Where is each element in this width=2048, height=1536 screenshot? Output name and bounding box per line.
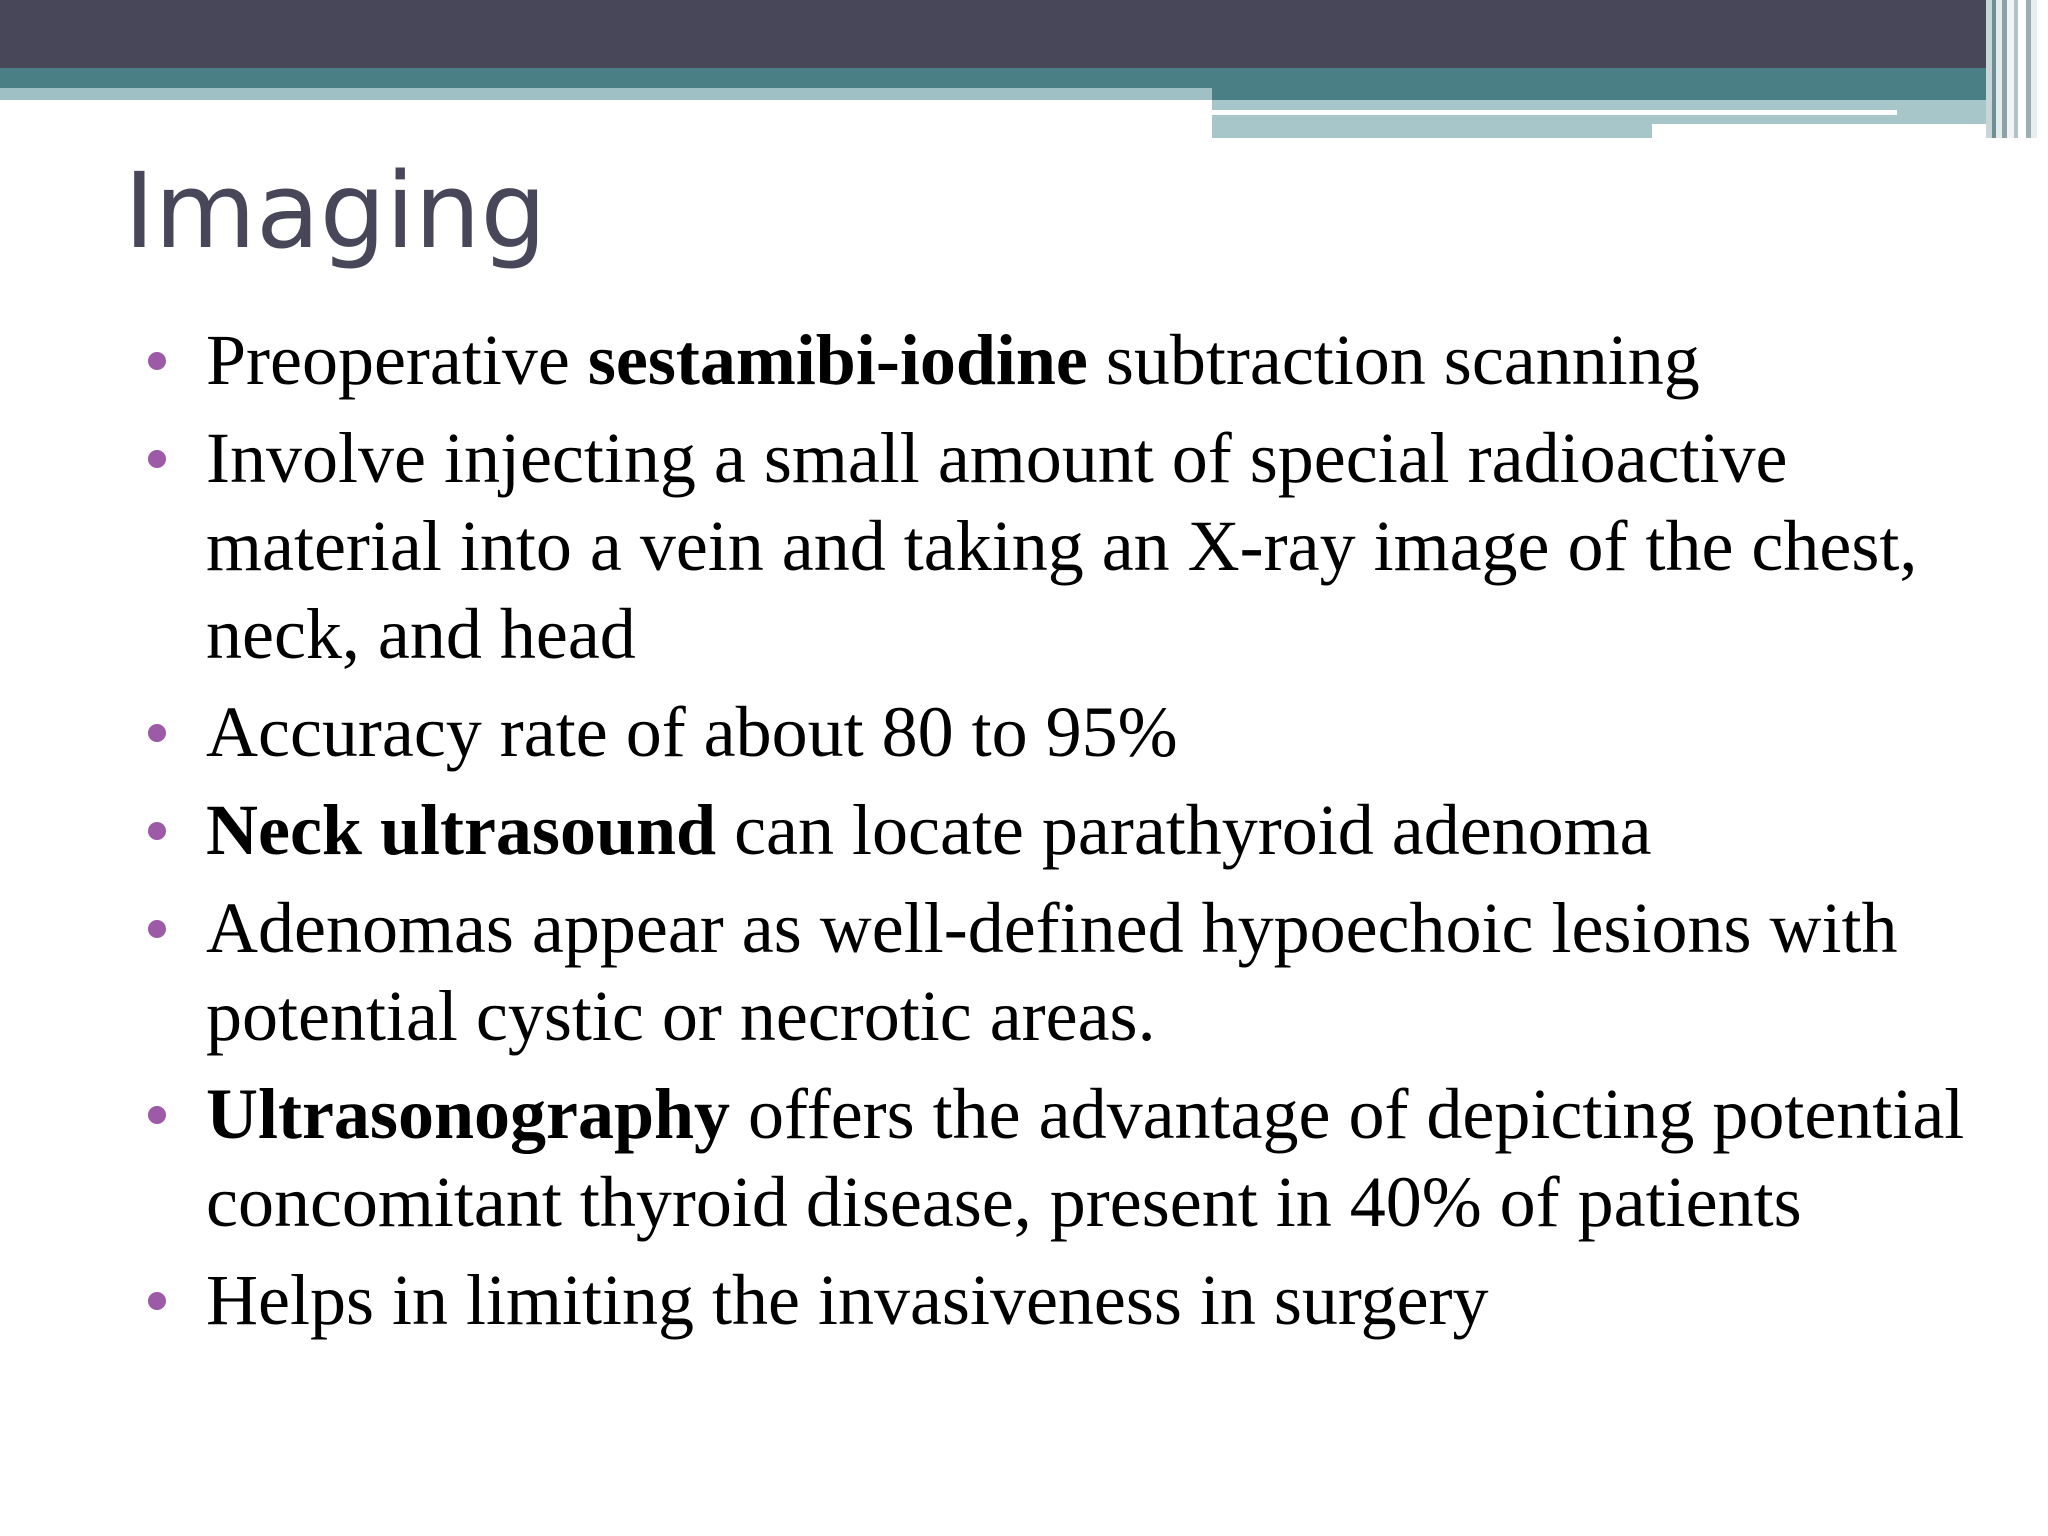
- bullet-dot-icon: [148, 1106, 166, 1124]
- bullet-dot-icon: [148, 822, 166, 840]
- bullet-item: [148, 414, 2008, 678]
- header-band-light-bottom: [1212, 124, 1652, 138]
- bullet-text: Involve injecting a small amount of special radioactive material into a vein and taking an X-ray image of the chest, neck, and head: [206, 418, 1918, 674]
- bullet-bold-text: sestamibi-iodine: [587, 320, 1088, 400]
- bullet-item: [148, 1070, 2008, 1246]
- bullet-dot-icon: [148, 920, 166, 938]
- bullet-text: Helps in limiting the invasiveness in surgery: [206, 1260, 1489, 1340]
- header-band-teal-right: [1212, 88, 2048, 100]
- bullet-dot-icon: [148, 1292, 166, 1310]
- bullet-dot-icon: [148, 450, 166, 468]
- bullet-text: offers the advantage of depicting potential concomitant thyroid disease, present in 40% of patients: [206, 1074, 1965, 1242]
- header-band-light-left: [0, 88, 1212, 100]
- bullet-item: [148, 688, 2008, 776]
- bullet-dot-icon: [148, 352, 166, 370]
- slide-title: Imaging: [124, 150, 547, 272]
- bullet-text: Preoperative: [206, 320, 588, 400]
- header-band-white-line: [1212, 110, 1897, 115]
- bullet-text: Accuracy rate of about 80 to 95%: [206, 692, 1178, 772]
- bullet-text-after: subtraction scanning: [1087, 320, 1700, 400]
- bullet-item: [148, 786, 2008, 874]
- bullet-item: [148, 1256, 2008, 1344]
- header-band-dark: [0, 0, 2048, 68]
- bullet-text: Adenomas appear as well-defined hypoechoic lesions with potential cystic or necrotic areas.: [206, 888, 1898, 1056]
- bullet-list: [148, 316, 2008, 1354]
- bullet-text: can locate parathyroid adenoma: [716, 790, 1652, 870]
- bullet-bold-lead: Ultrasonography: [206, 1074, 731, 1154]
- bullet-item: [148, 316, 2008, 404]
- header-band-teal: [0, 68, 2048, 88]
- bullet-dot-icon: [148, 724, 166, 742]
- bullet-bold-lead: Neck ultrasound: [206, 790, 717, 870]
- header-stripes: [1986, 0, 2048, 138]
- bullet-item: [148, 884, 2008, 1060]
